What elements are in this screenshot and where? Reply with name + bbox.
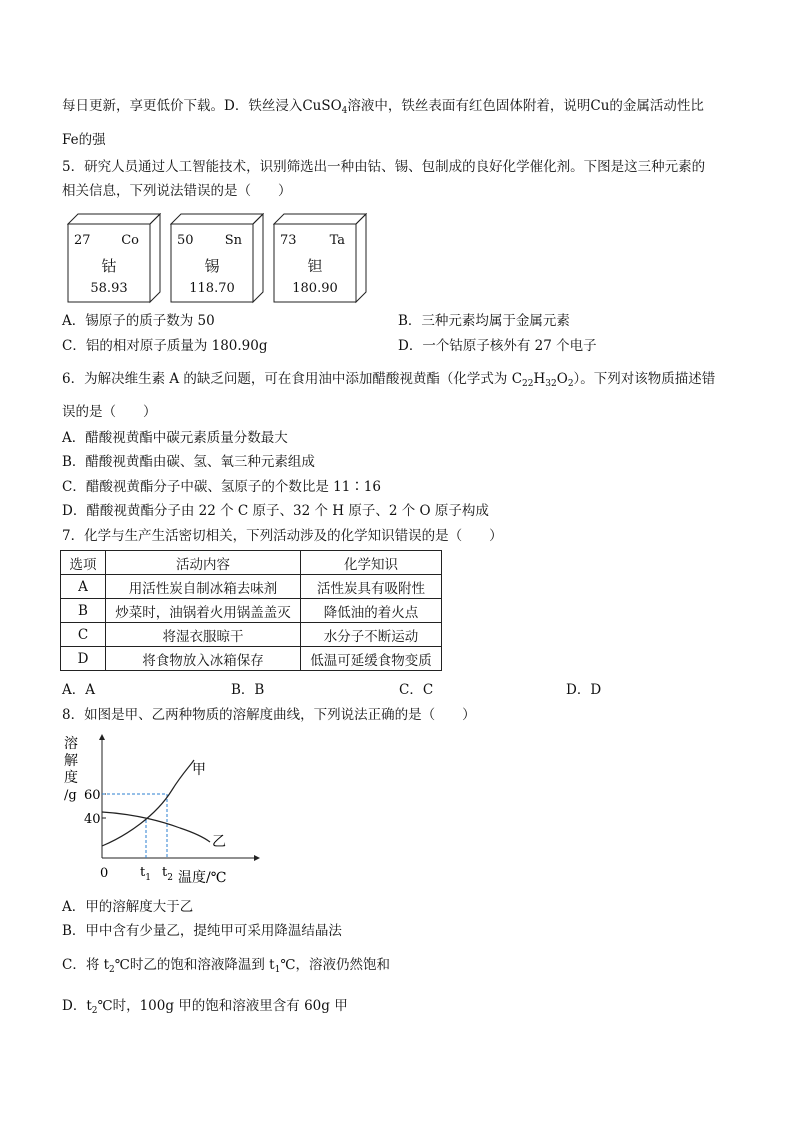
element-card-co: [67, 213, 153, 299]
curve-jia: [102, 760, 194, 846]
y-tick-40: 40: [84, 812, 101, 827]
table-cell: 低温可延缓食物变质: [301, 647, 442, 671]
q8-option-c[interactable]: C．将 $t_2℃$时乙的饱和溶液降温到 $t_1℃$，溶液仍然饱和: [62, 957, 390, 975]
q6-stem-line1: 6．为解决维生素 A 的缺乏问题，可在食用油中添加醋酸视黄酯（化学式为 $C_{22}H_{32}O_2$）。下列对该物质描述错: [62, 371, 716, 389]
q6-option-d[interactable]: D．醋酸视黄酯分子由 22 个 C 原子、32 个 H 原子、2 个 O 原子构成: [62, 503, 489, 519]
atomic-mass: 118.70: [189, 281, 235, 296]
table-cell: B: [61, 599, 106, 623]
q8-option-b[interactable]: B．甲中含有少量乙，提纯甲可采用降温结晶法: [62, 923, 342, 939]
table-cell: A: [61, 575, 106, 599]
table-cell: D: [61, 647, 106, 671]
table-row: [61, 599, 442, 623]
element-symbol: Ta: [329, 233, 345, 248]
q7-option-c[interactable]: C．C: [399, 682, 434, 698]
table-cell: 炒菜时，油锅着火用锅盖盖灭: [106, 599, 301, 623]
q5-stem-line2: 相关信息，下列说法错误的是（ ）: [62, 183, 292, 199]
table-row: [61, 575, 442, 599]
atomic-number: 50: [177, 233, 194, 248]
table-header-row: [61, 551, 442, 575]
curve-yi-label: 乙: [212, 834, 226, 850]
q6-option-a[interactable]: A．醋酸视黄酯中碳元素质量分数最大: [62, 430, 288, 446]
element-card-sn: [170, 213, 256, 299]
q7-option-a[interactable]: A．A: [62, 682, 95, 698]
y-tick-60: 60: [84, 788, 101, 803]
x-tick-t1: $t_1$: [140, 865, 151, 883]
q7-option-d[interactable]: D．D: [566, 682, 602, 698]
q6-option-b[interactable]: B．醋酸视黄酯由碳、氢、氧三种元素组成: [62, 454, 315, 470]
q5-option-a[interactable]: A．锡原子的质子数为 50: [62, 313, 215, 329]
table-cell: 水分子不断运动: [301, 623, 442, 647]
table-cell: 将湿衣服晾干: [106, 623, 301, 647]
table-cell: C: [61, 623, 106, 647]
table-row: [61, 623, 442, 647]
table-cell: 降低油的着火点: [301, 599, 442, 623]
element-symbol: Sn: [224, 233, 242, 248]
atomic-number: 73: [280, 233, 297, 248]
origin-label: 0: [100, 866, 109, 881]
element-name: 钽: [307, 257, 323, 275]
y-axis-label-4: /g: [64, 788, 77, 803]
q5-option-c[interactable]: C．铝的相对原子质量为 180.90g: [62, 338, 268, 354]
x-tick-t2: $t_2$: [162, 865, 173, 883]
q5-option-d[interactable]: D．一个钴原子核外有 27 个电子: [398, 338, 597, 354]
solubility-graph-svg: [60, 730, 260, 890]
table-cell: 将食物放入冰箱保存: [106, 647, 301, 671]
atomic-mass: 180.90: [292, 281, 338, 296]
y-axis-label-2: 解: [64, 753, 78, 769]
q4-tail-line2: Fe的强: [62, 132, 106, 148]
element-name: 锡: [204, 257, 220, 275]
q6-stem-line2: 误的是（ ）: [62, 404, 157, 420]
q7-stem: 7．化学与生产生活密切相关，下列活动涉及的化学知识错误的是（ ）: [62, 528, 503, 544]
x-axis-label: 温度/℃: [178, 870, 227, 886]
curve-yi: [102, 812, 210, 842]
atomic-mass: 58.93: [90, 281, 128, 296]
q4-tail-line1: 每日更新，享更低价下载。D．铁丝浸入CuSO$_4$溶液中，铁丝表面有红色固体附着，说明Cu的金属活动性比: [62, 98, 704, 116]
element-name: 钴: [101, 257, 117, 275]
atomic-number: 27: [74, 233, 91, 248]
y-axis-label-3: 度: [64, 770, 78, 786]
table-header: 选项: [61, 551, 106, 575]
curve-jia-label: 甲: [192, 762, 206, 778]
element-card-ta: [273, 213, 359, 299]
table-header: 活动内容: [106, 551, 301, 575]
q5-option-b[interactable]: B．三种元素均属于金属元素: [398, 313, 570, 329]
q5-stem-line1: 5．研究人员通过人工智能技术，识别筛选出一种由钴、锡、包制成的良好化学催化剂。下图是这三种元素的: [62, 159, 706, 175]
q7-table: [60, 550, 442, 671]
solubility-curve-graph: [60, 730, 260, 894]
element-symbol: Co: [121, 233, 139, 248]
table-cell: 用活性炭自制冰箱去味剂: [106, 575, 301, 599]
table-row: [61, 647, 442, 671]
q8-stem: 8．如图是甲、乙两种物质的溶解度曲线，下列说法正确的是（ ）: [62, 707, 476, 723]
table-header: 化学知识: [301, 551, 442, 575]
q6-option-c[interactable]: C．醋酸视黄酯分子中碳、氢原子的个数比是 11∶16: [62, 479, 381, 495]
y-axis-label-1: 溶: [64, 736, 78, 752]
table-cell: 活性炭具有吸附性: [301, 575, 442, 599]
q8-option-a[interactable]: A．甲的溶解度大于乙: [62, 899, 194, 915]
q8-option-d[interactable]: D．$t_2℃$时，100g 甲的饱和溶液里含有 60g 甲: [62, 998, 348, 1016]
q7-option-b[interactable]: B．B: [231, 682, 265, 698]
